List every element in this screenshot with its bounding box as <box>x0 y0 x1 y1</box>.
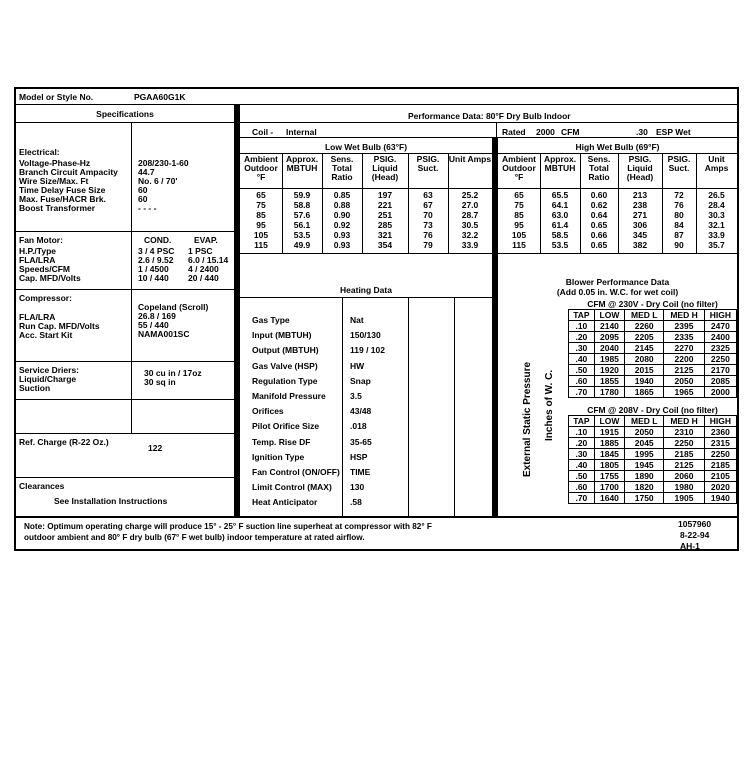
compressor-value: Copeland (Scroll) <box>138 302 209 312</box>
blower-cell: 1755 <box>594 471 624 482</box>
low-wet-cell: 63 <box>423 190 433 200</box>
blower-cell: 2080 <box>625 354 664 365</box>
blower-cell: 2145 <box>625 343 664 354</box>
low-wet-cell: 105 <box>253 230 269 240</box>
low-wet-cell: 27.0 <box>461 200 479 210</box>
service-drier-value: 30 sq in <box>144 377 176 387</box>
electrical-value: 44.7 <box>138 167 155 177</box>
low-wet-cell: 28.7 <box>461 210 479 220</box>
blower-cell: 2185 <box>664 449 704 460</box>
high-wet-cell: 65 <box>514 190 524 200</box>
high-wet-cell: 115 <box>512 240 526 250</box>
blower-cell: 2325 <box>704 343 736 354</box>
compressor-title: Compressor: <box>19 293 72 303</box>
heating-value: Nat <box>350 315 364 325</box>
heating-value: 130 <box>350 482 365 493</box>
low-wet-title: Low Wet Bulb (63°F) <box>324 142 408 152</box>
blower-cell: 2060 <box>664 471 704 482</box>
electrical-value: - - - - <box>138 203 157 213</box>
blower-header: HIGH <box>704 416 736 427</box>
high-wet-cell: 80 <box>674 210 684 220</box>
high-wet-title: High Wet Bulb (69°F) <box>575 142 660 152</box>
blower-header: HIGH <box>704 310 736 321</box>
low-wet-cell: 321 <box>377 230 393 240</box>
heating-label: Input (MBTUH) <box>252 330 312 341</box>
clearances-value: See Installation Instructions <box>54 496 168 506</box>
blower-cell: 2105 <box>704 471 736 482</box>
blower-cell: 1920 <box>594 365 624 376</box>
blower-cell: 2270 <box>664 343 704 354</box>
high-wet-cell: 87 <box>674 230 684 240</box>
high-wet-cell: 65.5 <box>551 190 569 200</box>
heating-value: 43/48 <box>350 406 372 417</box>
high-wet-cell: 33.9 <box>708 230 725 240</box>
blower-cell: .70 <box>569 493 595 504</box>
compressor-value: 26.8 / 169 <box>138 311 176 321</box>
blower-cell: .60 <box>569 376 595 387</box>
service-driers-values <box>144 369 202 387</box>
blower-cell: .60 <box>569 482 595 493</box>
blower-cell: 1965 <box>664 387 704 398</box>
note-line-2: outdoor ambient and 80° F dry bulb (67° F wet bulb) indoor temperature at rated airflow. <box>24 533 365 542</box>
high-wet-cell: 0.64 <box>590 210 608 220</box>
blower-cell: 2045 <box>625 438 664 449</box>
blower-cell: 1940 <box>704 493 736 504</box>
clearances-title: Clearances <box>19 481 65 491</box>
fan-cond-values <box>138 247 174 283</box>
blower-cell: 2020 <box>704 482 736 493</box>
high-wet-cell: 84 <box>674 220 684 230</box>
compressor-labels <box>19 313 100 340</box>
high-wet-cell: 30.3 <box>708 210 725 220</box>
compressor-value: NAMA001SC <box>138 329 190 339</box>
heating-value: Snap <box>350 375 371 386</box>
high-wet-cell: 35.7 <box>708 240 725 250</box>
blower-cell: 1985 <box>594 354 624 365</box>
heating-label: Temp. Rise DF <box>252 436 311 447</box>
low-wet-cell: 0.85 <box>333 190 351 200</box>
blower-cell: .50 <box>569 471 595 482</box>
low-wet-cell: 59.9 <box>293 190 311 200</box>
low-wet-cell: 0.90 <box>333 210 351 220</box>
heating-label: Ignition Type <box>252 451 305 462</box>
heating-label: Limit Control (MAX) <box>252 482 332 493</box>
blower-cell: 1820 <box>625 482 664 493</box>
blower-cell: 2395 <box>664 321 704 332</box>
low-wet-cell: 0.92 <box>333 220 351 230</box>
blower-header: MED H <box>664 416 704 427</box>
rated-esp: .30 <box>636 127 648 137</box>
blower-cell: 2085 <box>704 376 736 387</box>
blower-header: TAP <box>569 416 595 427</box>
blower-cell: 2400 <box>704 332 736 343</box>
heating-title: Heating Data <box>340 285 392 295</box>
heating-values <box>350 313 385 511</box>
high-wet-cell: 32.1 <box>708 220 725 230</box>
high-wet-cell: 238 <box>632 200 648 210</box>
low-wet-header: Ambient Outdoor °F <box>244 154 278 182</box>
electrical-title: Electrical: <box>19 147 60 157</box>
high-wet-cell: 90 <box>674 240 684 250</box>
high-wet-cell: 0.66 <box>590 230 608 240</box>
electrical-labels <box>19 159 118 213</box>
blower-cell: 2315 <box>704 438 736 449</box>
blower-cell: 1905 <box>664 493 704 504</box>
blower-cell: 1890 <box>625 471 664 482</box>
low-wet-cell: 221 <box>377 200 393 210</box>
low-wet-cell: 0.88 <box>333 200 351 210</box>
service-drier-value: 30 cu in / 17oz <box>144 368 202 378</box>
blower-cell: 2050 <box>664 376 704 387</box>
high-wet-cell: 63.0 <box>551 210 569 220</box>
blower-cell: .40 <box>569 354 595 365</box>
high-wet-cell: 271 <box>632 210 648 220</box>
compressor-label: Run Cap. MFD/Volts <box>19 321 100 331</box>
blower-cell: .20 <box>569 332 595 343</box>
blower-header: TAP <box>569 310 595 321</box>
blower-cell: 2470 <box>704 321 736 332</box>
blower-cell: 2310 <box>664 427 704 438</box>
blower-cell: 2200 <box>664 354 704 365</box>
model-label: Model or Style No. <box>19 92 94 102</box>
fan-motor-labels <box>19 247 81 283</box>
low-wet-cell: 58.8 <box>293 200 311 210</box>
service-driers-title: Service Driers: <box>19 365 80 375</box>
heating-value: HSP <box>350 451 368 462</box>
blower-header: LOW <box>594 310 624 321</box>
compressor-values <box>138 303 208 339</box>
blower-cell: 2125 <box>664 365 704 376</box>
fan-motor-label: H.P./Type <box>19 246 57 256</box>
blower-cell: 1845 <box>594 449 624 460</box>
coil-label: Coil - <box>252 127 274 137</box>
blower-cell: 1780 <box>594 387 624 398</box>
fan-motor-label: Cap. MFD/Volts <box>19 273 81 283</box>
blower-cell: 1750 <box>625 493 664 504</box>
low-wet-cell: 65 <box>256 190 266 200</box>
blower-header: MED L <box>625 310 664 321</box>
high-wet-cell: 28.4 <box>708 200 725 210</box>
heating-label: Regulation Type <box>252 375 318 386</box>
high-wet-cell: 345 <box>632 230 648 240</box>
blower-cell: .40 <box>569 460 595 471</box>
electrical-value: 60 <box>138 194 148 204</box>
high-wet-cell: 64.1 <box>551 200 569 210</box>
blower-cell: 2140 <box>594 321 624 332</box>
blower-cell: 2015 <box>625 365 664 376</box>
ref-charge-label: Ref. Charge (R-22 Oz.) <box>19 437 109 447</box>
cfm-230-table <box>568 309 737 398</box>
high-wet-cell: 382 <box>632 240 648 250</box>
heating-label: Pilot Orifice Size <box>252 421 320 432</box>
high-wet-header: Sens. Total Ratio <box>587 154 611 182</box>
heating-label: Fan Control (ON/OFF) <box>252 467 340 478</box>
blower-cell: .20 <box>569 438 595 449</box>
rated-esp-unit: ESP Wet <box>656 127 691 137</box>
heating-value: 150/130 <box>350 330 381 341</box>
blower-cell: 2040 <box>594 343 624 354</box>
electrical-label: Max. Fuse/HACR Brk. <box>19 194 106 204</box>
blower-title: Blower Performance Data <box>565 277 670 287</box>
high-wet-cell: 58.5 <box>551 230 569 240</box>
spec-sheet <box>14 87 739 551</box>
electrical-values <box>138 159 189 213</box>
high-wet-header: Approx. MBTUH <box>543 154 577 173</box>
cfm-230-title: CFM @ 230V - Dry Coil (no filter) <box>587 299 718 309</box>
high-wet-cell: 85 <box>514 210 524 220</box>
blower-cell: .30 <box>569 343 595 354</box>
heating-labels <box>252 313 340 511</box>
heating-value: 35-65 <box>350 436 372 447</box>
service-driers-labels <box>19 375 76 393</box>
blower-cell: 2000 <box>704 387 736 398</box>
low-wet-cell: 85 <box>256 210 266 220</box>
fan-evap-value: 1 PSC <box>188 246 213 256</box>
high-wet-cell: 306 <box>632 220 648 230</box>
blower-cell: 2185 <box>704 460 736 471</box>
blower-cell: .50 <box>569 365 595 376</box>
electrical-label: Time Delay Fuse Size <box>19 185 106 195</box>
blower-subtitle: (Add 0.05 in. W.C. for wet coil) <box>556 287 679 297</box>
high-wet-cell: 0.62 <box>590 200 608 210</box>
service-drier-label: Suction <box>19 383 51 393</box>
heating-value: TIME <box>350 467 371 478</box>
low-wet-header: Approx. MBTUH <box>285 154 319 173</box>
blower-cell: 2335 <box>664 332 704 343</box>
high-wet-cell: 0.65 <box>590 220 608 230</box>
doc-date: 8-22-94 <box>680 530 710 540</box>
low-wet-cell: 30.5 <box>461 220 479 230</box>
heating-label: Heat Anticipator <box>252 497 318 508</box>
blower-cell: 2125 <box>664 460 704 471</box>
compressor-label: FLA/LRA <box>19 312 56 322</box>
low-wet-cell: 0.93 <box>333 240 351 250</box>
low-wet-cell: 49.9 <box>293 240 311 250</box>
electrical-value: No. 6 / 70' <box>138 176 178 186</box>
low-wet-cell: 75 <box>256 200 266 210</box>
heating-value: .58 <box>350 497 362 508</box>
low-wet-header: PSIG. Suct. <box>416 154 440 173</box>
electrical-value: 208/230-1-60 <box>138 158 189 168</box>
low-wet-cell: 70 <box>423 210 433 220</box>
high-wet-cell: 53.5 <box>551 240 569 250</box>
blower-cell: 1855 <box>594 376 624 387</box>
low-wet-cell: 56.1 <box>293 220 311 230</box>
blower-cell: 2250 <box>704 449 736 460</box>
inches-wc-label: Inches of W. C. <box>544 369 555 441</box>
fan-cond-value: 2.6 / 9.52 <box>138 255 174 265</box>
fan-motor-label: Speeds/CFM <box>19 264 71 274</box>
high-wet-cell: 72 <box>674 190 684 200</box>
blower-cell: 2050 <box>625 427 664 438</box>
fan-evap-value: 6.0 / 15.14 <box>188 255 229 265</box>
high-wet-cell: 95 <box>514 220 524 230</box>
high-wet-cell: 26.5 <box>708 190 725 200</box>
heating-label: Manifold Pressure <box>252 391 326 402</box>
high-wet-header: PSIG. Suct. <box>667 154 691 173</box>
electrical-label: Wire Size/Max. Ft <box>19 176 89 186</box>
low-wet-cell: 354 <box>377 240 393 250</box>
performance-title: Performance Data: 80°F Dry Bulb Indoor <box>408 111 571 121</box>
electrical-label: Boost Transformer <box>19 203 96 213</box>
low-wet-cell: 33.9 <box>461 240 479 250</box>
electrical-label: Branch Circuit Ampacity <box>19 167 118 177</box>
specifications-title: Specifications <box>96 109 154 119</box>
cfm-208-title: CFM @ 208V - Dry Coil (no filter) <box>587 405 718 415</box>
compressor-value: 55 / 440 <box>138 320 169 330</box>
heating-value: .018 <box>350 421 367 432</box>
high-wet-header: PSIG. Liquid (Head) <box>626 154 654 182</box>
blower-cell: .70 <box>569 387 595 398</box>
blower-cell: 1805 <box>594 460 624 471</box>
fan-motor-label: FLA/LRA <box>19 255 56 265</box>
electrical-label: Voltage-Phase-Hz <box>19 158 91 168</box>
blower-cell: 1700 <box>594 482 624 493</box>
blower-cell: 2360 <box>704 427 736 438</box>
low-wet-cell: 25.2 <box>461 190 479 200</box>
low-wet-cell: 53.5 <box>293 230 311 240</box>
blower-header: LOW <box>594 416 624 427</box>
blower-cell: 1945 <box>625 460 664 471</box>
high-wet-cell: 76 <box>674 200 684 210</box>
electrical-value: 60 <box>138 185 148 195</box>
fan-evap-label: EVAP. <box>194 235 218 245</box>
high-wet-header: Unit Amps <box>704 154 729 173</box>
low-wet-cell: 285 <box>377 220 393 230</box>
low-wet-header: PSIG. Liquid (Head) <box>371 154 399 182</box>
fan-cond-value: 10 / 440 <box>138 273 169 283</box>
fan-cond-label: COND. <box>144 235 172 245</box>
blower-cell: 1995 <box>625 449 664 460</box>
heating-value: HW <box>350 360 365 371</box>
service-drier-label: Liquid/Charge <box>19 374 77 384</box>
low-wet-cell: 197 <box>377 190 393 200</box>
high-wet-cell: 0.65 <box>590 240 608 250</box>
low-wet-cell: 73 <box>423 220 433 230</box>
high-wet-cell: 61.4 <box>551 220 569 230</box>
heating-label: Orifices <box>252 406 284 417</box>
low-wet-header: Unit Amps <box>448 154 492 164</box>
blower-cell: 2250 <box>704 354 736 365</box>
blower-cell: 2095 <box>594 332 624 343</box>
high-wet-cell: 213 <box>632 190 648 200</box>
blower-cell: .10 <box>569 427 595 438</box>
compressor-label: Acc. Start Kit <box>19 330 73 340</box>
heating-label: Output (MBTUH) <box>252 345 319 356</box>
rated-cfm-unit: CFM <box>561 127 580 137</box>
blower-cell: 2260 <box>625 321 664 332</box>
ref-charge-value: 122 <box>148 443 163 453</box>
rated-cfm: 2000 <box>536 127 555 137</box>
coil-value: Internal <box>286 127 317 137</box>
doc-number: 1057960 <box>678 519 712 529</box>
blower-cell: 1915 <box>594 427 624 438</box>
fan-evap-value: 20 / 440 <box>188 273 219 283</box>
doc-code: AH-1 <box>680 541 700 551</box>
blower-cell: .30 <box>569 449 595 460</box>
blower-cell: 1640 <box>594 493 624 504</box>
blower-cell: 2170 <box>704 365 736 376</box>
model-value: PGAA60G1K <box>134 92 186 102</box>
blower-cell: 2205 <box>625 332 664 343</box>
static-pressure-label: External Static Pressure <box>522 361 533 477</box>
heating-label: Gas Type <box>252 315 290 325</box>
low-wet-cell: 32.2 <box>461 230 479 240</box>
high-wet-cell: 0.60 <box>590 190 608 200</box>
low-wet-cell: 95 <box>256 220 266 230</box>
low-wet-cell: 76 <box>423 230 433 240</box>
fan-cond-value: 3 / 4 PSC <box>138 246 175 256</box>
fan-evap-value: 4 / 2400 <box>188 264 219 274</box>
cfm-208-table <box>568 415 737 504</box>
low-wet-cell: 0.93 <box>333 230 351 240</box>
note-line-1: Note: Optimum operating charge will produce 15° - 25° F suction line superheat at compressor with 82° F <box>24 522 432 531</box>
heating-label: Gas Valve (HSP) <box>252 360 318 371</box>
heating-value: 119 / 102 <box>350 345 385 356</box>
blower-cell: 1980 <box>664 482 704 493</box>
low-wet-cell: 115 <box>254 240 268 250</box>
blower-cell: .10 <box>569 321 595 332</box>
low-wet-cell: 67 <box>423 200 433 210</box>
heating-value: 3.5 <box>350 391 362 402</box>
blower-cell: 1885 <box>594 438 624 449</box>
low-wet-cell: 251 <box>377 210 393 220</box>
blower-cell: 2250 <box>664 438 704 449</box>
low-wet-cell: 57.6 <box>293 210 311 220</box>
rated-label: Rated <box>502 127 526 137</box>
blower-header: MED L <box>625 416 664 427</box>
high-wet-header: Ambient Outdoor °F <box>502 154 536 182</box>
low-wet-cell: 79 <box>423 240 433 250</box>
low-wet-header: Sens. Total Ratio <box>330 154 354 182</box>
fan-evap-values <box>188 247 228 283</box>
fan-cond-value: 1 / 4500 <box>138 264 169 274</box>
blower-cell: 1940 <box>625 376 664 387</box>
blower-header: MED H <box>664 310 704 321</box>
fan-motor-title: Fan Motor: <box>19 235 63 245</box>
blower-cell: 1865 <box>625 387 664 398</box>
high-wet-cell: 105 <box>511 230 527 240</box>
high-wet-cell: 75 <box>514 200 524 210</box>
